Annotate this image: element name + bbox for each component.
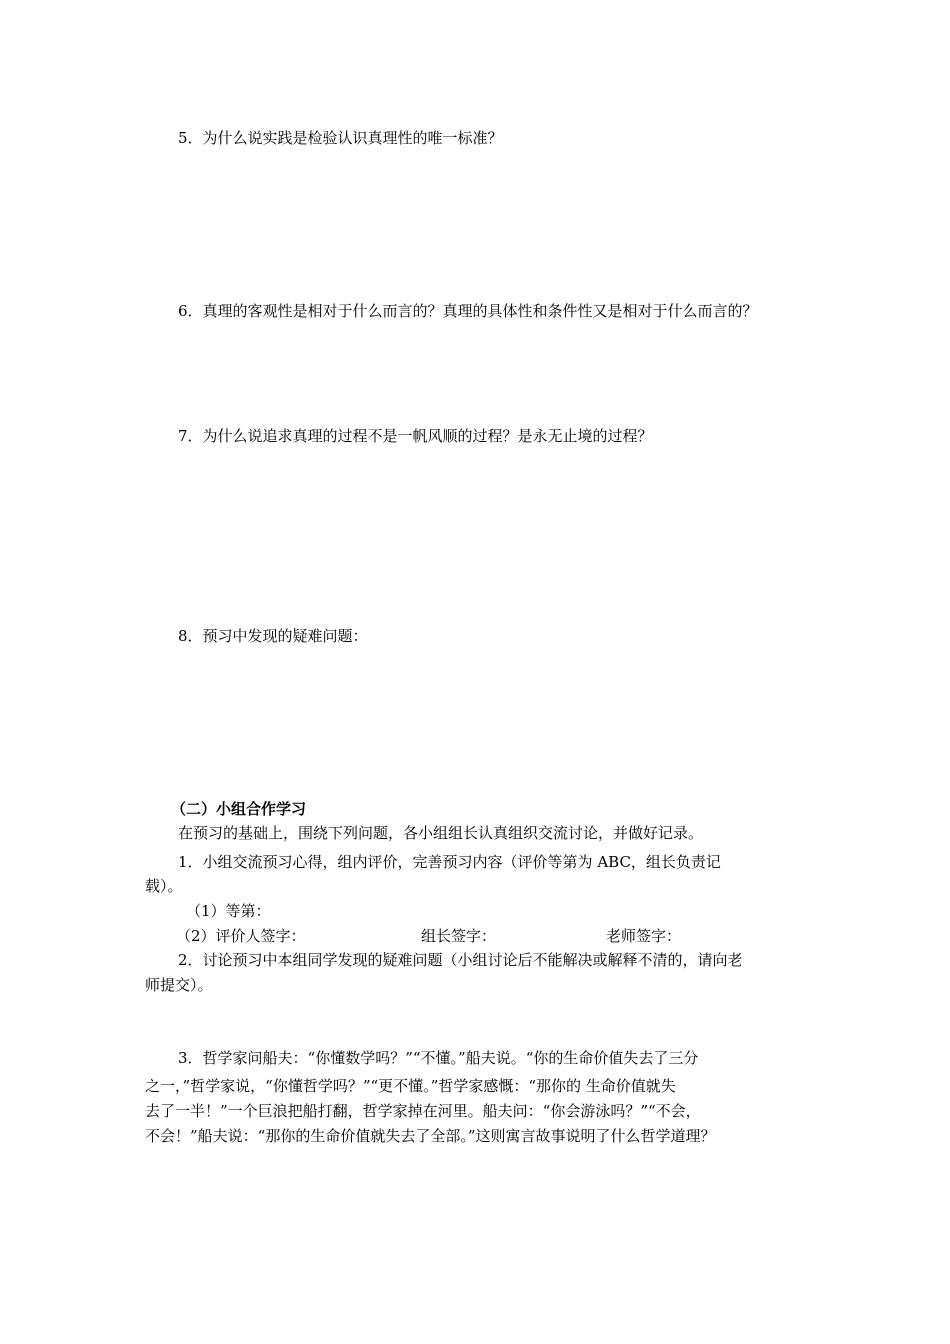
signature-evaluator: （2）评价人签字： — [176, 927, 306, 945]
item-2-line-1: 2．讨论预习中本组同学发现的疑难问题（小组讨论后不能解决或解释不清的，请向老 — [178, 951, 743, 969]
item-3-line-1: 3．哲学家问船夫：“你懂数学吗？”“不懂。”船夫说。“你的生命价值失去了三分 — [178, 1049, 699, 1067]
item-3-line-3: 去了一半！”一个巨浪把船打翻，哲学家掉在河里。船夫问：“你会游泳吗？”“不会， — [145, 1102, 701, 1120]
item-2-line-2: 师提交）。 — [145, 976, 213, 994]
question-5: 5．为什么说实践是检验认识真理性的唯一标准？ — [178, 129, 503, 147]
grade-line: （1）等第： — [186, 902, 271, 920]
item-1-line-2: 载）。 — [145, 877, 183, 895]
section-heading: （二）小组合作学习 — [171, 800, 307, 818]
item-3-line-2: 之一，”哲学家说，“你懂哲学吗？”“更不懂。”哲学家感慨：“那你的 生命价值就失 — [145, 1077, 676, 1095]
item-1-line-1: 1．小组交流预习心得，组内评价，完善预习内容（评价等第为 ABC，组长负责记 — [178, 853, 721, 871]
item-3-line-4: 不会！”船夫说：“那你的生命价值就失去了全部。”这则寓言故事说明了什么哲学道理？ — [145, 1127, 716, 1145]
question-7: 7．为什么说追求真理的过程不是一帆风顺的过程？是永无止境的过程？ — [178, 427, 653, 445]
question-6: 6．真理的客观性是相对于什么而言的？真理的具体性和条件性又是相对于什么而言的？ — [178, 302, 758, 320]
signature-leader: 组长签字： — [421, 927, 497, 945]
signature-teacher: 老师签字： — [606, 927, 682, 945]
section-intro: 在预习的基础上，围绕下列问题，各小组组长认真组织交流讨论，并做好记录。 — [178, 824, 704, 842]
question-8: 8．预习中发现的疑难问题： — [178, 627, 368, 645]
